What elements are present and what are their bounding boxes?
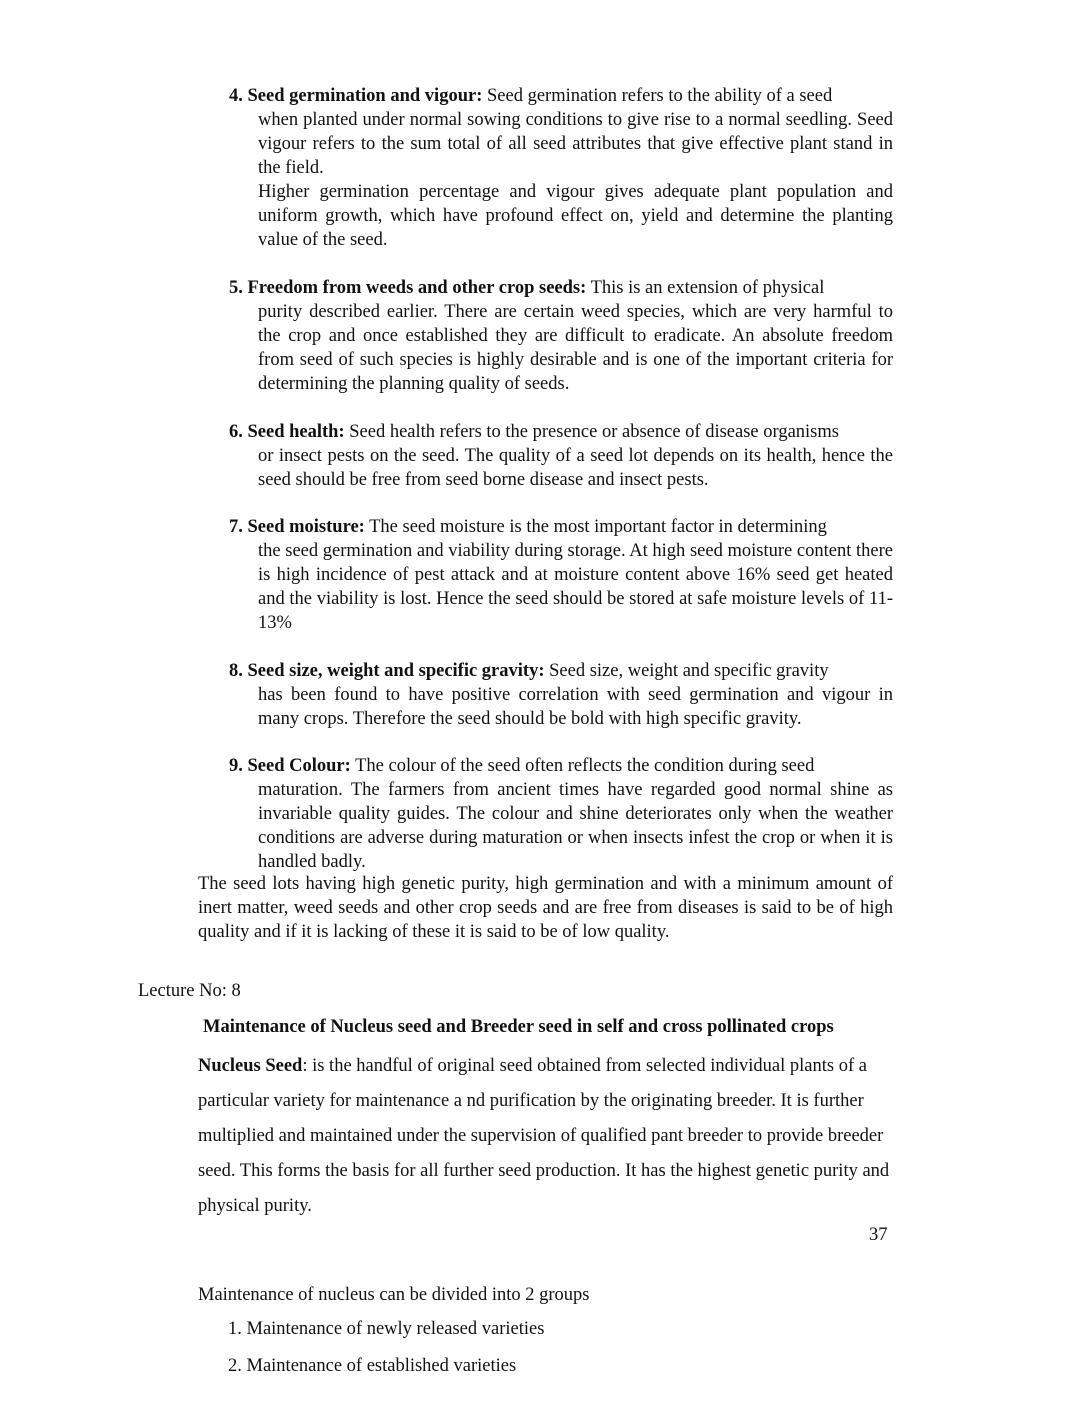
group-list-item: 2. Maintenance of established varieties [228,1356,517,1376]
list-item-seed-germination [229,84,893,252]
item-number: 8. [229,661,243,681]
item-body: or insect pests on the seed. The quality of a seed lot depends on its health, hence the seed should be free from seed borne disease and insect pests. [258,446,893,490]
list-item-freedom-from-weeds [229,276,893,396]
item-number: 4. [229,86,243,106]
item-first-line: The seed moisture is the most important factor in determining [369,517,827,537]
item-number: 5. [229,278,243,298]
groups-intro: Maintenance of nucleus can be divided into 2 groups [198,1285,590,1305]
item-heading: Seed size, weight and specific gravity: [247,661,545,681]
item-body: purity described earlier. There are certain weed species, which are very harmful to the crop and once established they are difficult to eradicate. An absolute freedom from seed of such species is highly desirable and is one of the important criteria for determining the planning quality of seeds. [258,302,893,394]
item-body: maturation. The farmers from ancient times have regarded good normal shine as invariable quality guides. The colour and shine deteriorates only when the weather conditions are adverse during maturation or when insects infest the crop or when it is handled badly. [258,780,893,872]
item-first-line: Seed size, weight and specific gravity [549,661,829,681]
item-body-continued: Higher germination percentage and vigour gives adequate plant population and uniform growth, which have profound effect on, yield and determine the planting value of the seed. [258,182,893,250]
item-first-line: Seed health refers to the presence or absence of disease organisms [349,422,839,442]
section-title: Maintenance of Nucleus seed and Breeder seed in self and cross pollinated crops [203,1017,834,1037]
item-body: the seed germination and viability during storage. At high seed moisture content there is high incidence of pest attack and at moisture content above 16% seed get heated and the viability is lost. Hence the seed should be stored at safe moisture levels of 11-13% [258,541,893,633]
summary-paragraph: The seed lots having high genetic purity, high germination and with a minimum amount of inert matter, weed seeds and other crop seeds and are free from diseases is said to be of high quality and if it is lacking of these it is said to be of low quality. [198,874,893,942]
item-heading: Seed germination and vigour: [247,86,483,106]
item-number: 7. [229,517,243,537]
item-heading: Seed moisture: [247,517,365,537]
lecture-label: Lecture No: 8 [138,981,241,1001]
list-item-seed-health [229,420,893,492]
nucleus-seed-term: Nucleus Seed [198,1056,303,1076]
item-number: 6. [229,422,243,442]
group-list-item: 1. Maintenance of newly released varieties [228,1319,545,1339]
item-heading: Freedom from weeds and other crop seeds: [247,278,587,298]
list-item-seed-colour [229,754,893,874]
item-first-line: Seed germination refers to the ability of a seed [486,86,833,106]
item-first-line: This is an extension of physical [590,278,825,298]
item-heading: Seed Colour: [247,756,351,776]
item-body: when planted under normal sowing conditions to give rise to a normal seedling. Seed vigour refers to the sum total of all seed attributes that give effective plant stand in the field. [258,110,893,178]
item-body: has been found to have positive correlation with seed germination and vigour in many crops. Therefore the seed should be bold with high specific gravity. [258,685,893,729]
list-item-seed-size [229,659,893,731]
page-number: 37 [869,1225,888,1245]
nucleus-seed-definition: : is the handful of original seed obtained from selected individual plants of a particular variety for maintenance a nd purification by the originating breeder. It is further multiplied and maintained under the supervision of qualified pant breeder to provide breeder seed. This forms the basis for all further seed production. It has the highest genetic purity and physical purity. [198,1056,890,1216]
item-heading: Seed health: [247,422,345,442]
list-item-seed-moisture [229,515,893,635]
item-number: 9. [229,756,243,776]
nucleus-seed-paragraph [198,1049,893,1224]
item-first-line: The colour of the seed often reflects the condition during seed [355,756,815,776]
